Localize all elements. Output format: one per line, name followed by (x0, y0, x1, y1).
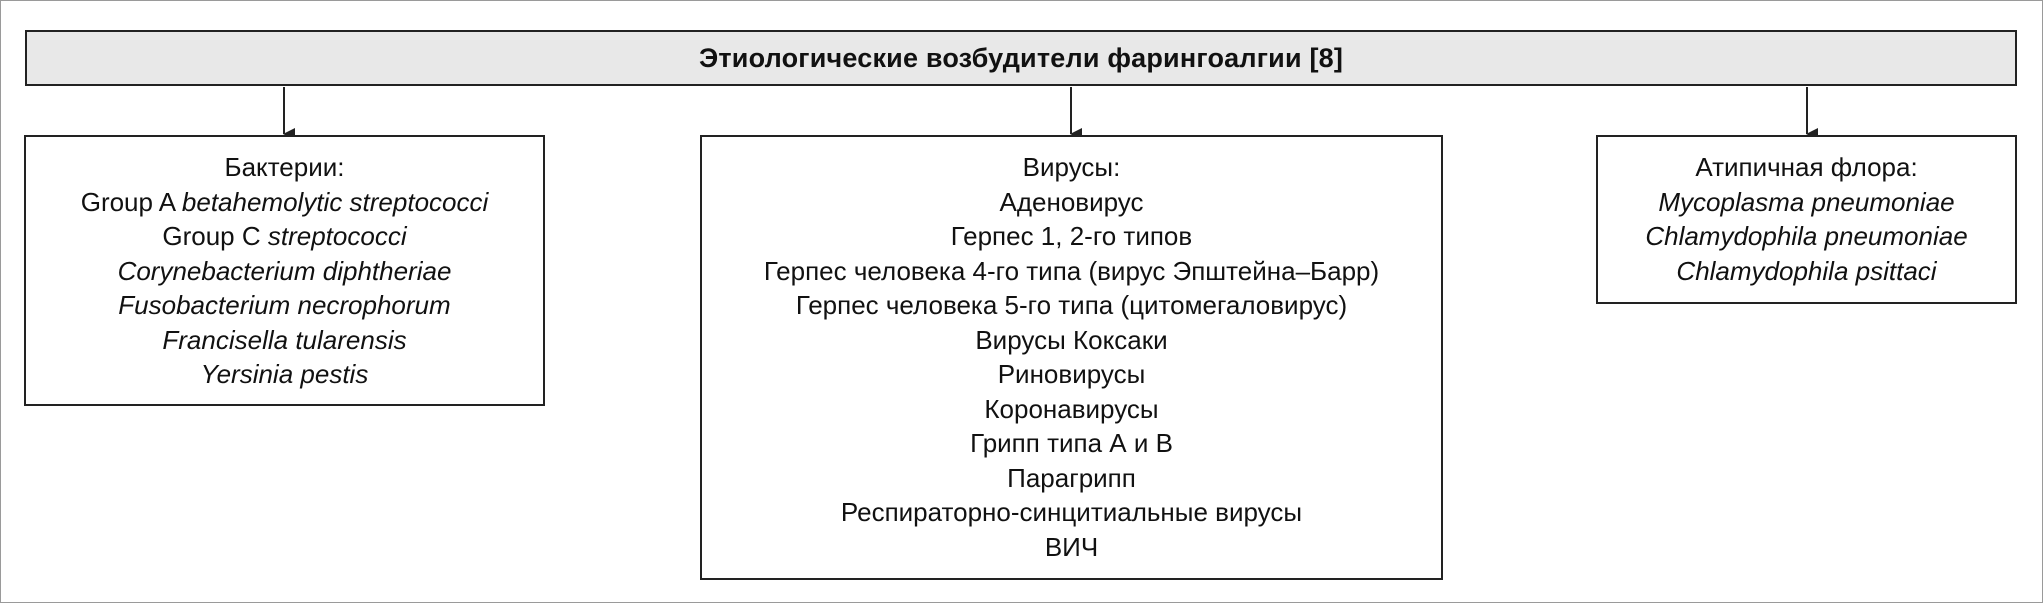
root-title: Этиологические возбудители фарингоалгии [8] (698, 42, 1344, 73)
virus-item: Респираторно-синцитиальные вирусы (840, 497, 1303, 527)
bacteria-item-species: streptococci (267, 221, 407, 251)
virus-item: Парагрипп (1007, 462, 1136, 493)
bacteria-item (162, 323, 406, 358)
viruses-heading: Вирусы: (1022, 152, 1121, 182)
atypical-item: Chlamydophila pneumoniae (1645, 221, 1968, 251)
bacteria-item-species: Francisella tularensis (162, 324, 407, 355)
atypical-item: Mycoplasma pneumoniae (1658, 186, 1955, 217)
bacteria-item (81, 185, 489, 220)
bacteria-item-species: Yersinia pestis (200, 359, 369, 389)
bacteria-heading: Бактерии: (224, 152, 345, 182)
virus-item: Грипп типа А и В (970, 428, 1173, 458)
bacteria-item-species: Fusobacterium necrophorum (118, 290, 451, 320)
bacteria-item-prefix: Group A (80, 186, 182, 217)
virus-item: Аденовирус (999, 186, 1144, 217)
bacteria-node (24, 135, 545, 406)
virus-item: Герпес человека 4-го типа (вирус Эпштейна–Барр) (763, 255, 1380, 286)
virus-item: Герпес человека 5-го типа (цитомегаловирус) (795, 290, 1348, 320)
bacteria-item-species: betahemolytic streptococci (181, 186, 489, 217)
bacteria-item (201, 357, 369, 392)
bacteria-item (118, 288, 450, 323)
viruses-node (700, 135, 1443, 580)
virus-item: ВИЧ (1044, 531, 1099, 562)
virus-item: Коронавирусы (984, 393, 1159, 424)
atypical-flora-node (1596, 135, 2017, 304)
virus-item: Герпес 1, 2-го типов (950, 221, 1193, 251)
virus-item: Вирусы Коксаки (975, 324, 1168, 355)
bacteria-item-species: Corynebacterium diphtheriae (117, 255, 452, 286)
atypical-heading: Атипичная флора: (1695, 152, 1918, 182)
atypical-item: Chlamydophila psittaci (1676, 255, 1937, 286)
bacteria-item-prefix: Group C (162, 221, 268, 251)
bacteria-item (118, 254, 452, 289)
bacteria-item (162, 219, 406, 254)
virus-item: Риновирусы (997, 359, 1146, 389)
